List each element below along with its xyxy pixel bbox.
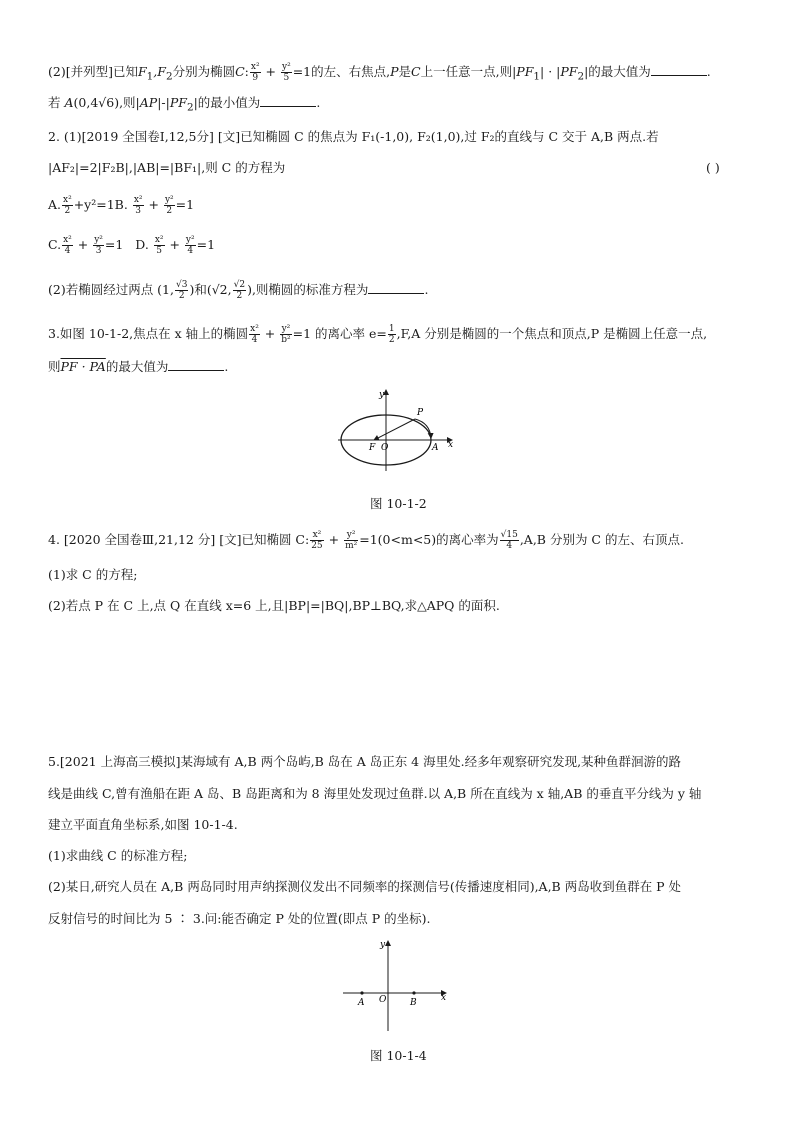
text: |的最小值为: [193, 95, 261, 110]
text: 则: [48, 359, 61, 374]
text: 分别为椭圆: [172, 64, 236, 79]
answer-blank[interactable]: [168, 358, 224, 371]
q5-part2-line1: (2)某日,研究人员在 A,B 两岛同时用声纳探测仪发出不同频率的探测信号(传播速度相同),A,B 两岛收到鱼群在 P 处: [48, 879, 682, 894]
label-a: A: [358, 998, 365, 1008]
text: (2)[并列型]已知: [48, 64, 138, 79]
text: |的最大值为: [584, 64, 651, 79]
denominator: 3: [135, 206, 142, 216]
q1-part2-line1: [48, 62, 711, 86]
fraction: [185, 235, 196, 256]
text: +: [261, 64, 280, 79]
numerator: y²: [344, 530, 358, 541]
numerator: x²: [154, 235, 164, 245]
denominator: 5: [156, 246, 163, 256]
label-b: B: [410, 998, 417, 1008]
text: :: [244, 64, 249, 79]
denominator: 9: [252, 73, 259, 83]
text: =1: [175, 197, 195, 212]
q2-part2: [48, 280, 428, 301]
fraction: [280, 324, 291, 345]
answer-paren[interactable]: ( ): [706, 160, 720, 175]
text: C: [235, 64, 245, 79]
q4-part2: (2)若点 P 在 C 上,点 Q 在直线 x=6 上,且|BP|=|BQ|,BP⊥BQ,求△APQ 的面积.: [48, 598, 500, 613]
denominator: 2: [236, 291, 243, 301]
label-p: P: [417, 408, 424, 418]
q4-line1: 4. [2020 全国卷Ⅲ,21,12 分] [文]已知椭圆 C: $\frac{\text{x²}}{25}$ + $\frac{\text{y²}}{\text{m²}}$ =1(0<m<5)的离心率为 $\frac{√15}{4}$ ,A,B 分别为 C 的左、右顶点.: [48, 530, 684, 551]
text: 上一任意一点,则|: [420, 64, 517, 79]
fraction: [154, 235, 165, 256]
numerator: x²: [250, 324, 259, 334]
option-d-label[interactable]: D.: [135, 237, 149, 252]
fraction: [164, 195, 175, 216]
text: 若: [48, 95, 65, 110]
numerator: √2: [233, 280, 246, 290]
q4-part1: (1)求 C 的方程;: [48, 567, 138, 582]
label-o: O: [379, 995, 387, 1005]
label-f: F: [369, 443, 376, 453]
denominator: 4: [506, 541, 513, 551]
q2-line2: |AF₂|=2|F₂B|,|AB|=|BF₁|,则 C 的方程为: [48, 160, 286, 175]
numerator: x²: [63, 195, 72, 205]
denominator: 5: [283, 73, 290, 83]
text: A: [64, 95, 74, 110]
text: 2: [186, 101, 194, 114]
q3-line2: [48, 358, 228, 376]
text: 1: [146, 70, 154, 83]
q5-line1: 5.[2021 上海高三模拟]某海域有 A,B 两个岛屿,B 岛在 A 岛正东 4 海里处.经多年观察研究发现,某种鱼群洄游的路: [48, 754, 682, 769]
q2-options-cd: C. $\frac{\text{x²}}{4}$ + $\frac{\text{y²}}{3}$ =1 D. $\frac{\text{x²}}{5}$ + $\frac{\text{y²}}{4}$ =1: [48, 235, 216, 256]
fraction: [281, 62, 292, 83]
numerator: x²: [63, 235, 72, 245]
text: (2)若椭圆经过两点 (1,: [48, 282, 174, 297]
answer-blank[interactable]: [368, 281, 424, 294]
denominator: 2: [178, 291, 185, 301]
text: ,F: [153, 64, 166, 79]
numerator: x²: [250, 62, 260, 72]
text: PF: [516, 64, 534, 79]
q5-part2-line2: 反射信号的时间比为 5 ∶ 3.问:能否确定 P 处的位置(即点 P 的坐标).: [48, 911, 431, 926]
text: .: [224, 359, 229, 374]
fraction: [388, 324, 396, 345]
denominator: 3: [95, 246, 102, 256]
denominator: 4: [251, 335, 258, 345]
numerator: y²: [281, 324, 291, 334]
q3-line1: 3.如图 10-1-2,焦点在 x 轴上的椭圆 $\frac{\text{x²}}{4}$ + $\frac{\text{y²}}{\text{b²}}$ =1 的离心率 e= $\frac{1}{2}$ ,F,A 分别是椭圆的一个焦点和顶点,P 是椭圆上任意一点,: [48, 324, 708, 345]
text: .: [316, 95, 321, 110]
denominator: 4: [64, 246, 71, 256]
text: 2: [577, 70, 585, 83]
figure-caption: 图 10-1-2: [370, 496, 427, 511]
text: =1(0<m<5)的离心率为: [359, 532, 499, 547]
text: ,F,A 分别是椭圆的一个焦点和顶点,P 是椭圆上任意一点,: [396, 326, 708, 341]
label-y: y: [380, 940, 386, 950]
q2-options-ab: A. $\frac{\text{x²}}{2}$ +y²=1B. $\frac{\text{x²}}{3}$ + $\frac{\text{y²}}{2}$ =1: [48, 195, 195, 216]
answer-blank[interactable]: [260, 94, 316, 107]
text: 的最大值为: [105, 359, 169, 374]
text: 4. [2020 全国卷Ⅲ,21,12 分] [文]已知椭圆 C:: [48, 532, 310, 547]
fraction: [133, 195, 144, 216]
text: ,A,B 分别为 C 的左、右顶点.: [519, 532, 684, 547]
fraction: [310, 530, 323, 551]
fraction: [250, 62, 261, 83]
figure-10-1-2: [330, 385, 470, 475]
text: AP: [139, 95, 158, 110]
denominator: b²: [281, 335, 291, 345]
denominator: m²: [345, 541, 358, 551]
denominator: 2: [388, 335, 395, 345]
label-y: y: [379, 390, 385, 400]
fraction: [344, 530, 358, 551]
text: .: [706, 64, 711, 79]
text: =1: [104, 237, 124, 252]
text: )和(√2,: [189, 282, 232, 297]
text: 2: [165, 70, 173, 83]
text: |-|: [157, 95, 170, 110]
numerator: y²: [164, 195, 174, 205]
fraction: [249, 324, 260, 345]
text: P: [390, 64, 399, 79]
numerator: 1: [388, 324, 395, 334]
text: =1的左、右焦点,: [292, 64, 391, 79]
q5-line2: 线是曲线 C,曾有渔船在距 A 岛、B 岛距离和为 8 海里处发现过鱼群.以 A,B 所在直线为 x 轴,AB 的垂直平分线为 y 轴: [48, 786, 702, 801]
point-a: [360, 991, 363, 994]
text: 是: [398, 64, 412, 79]
fraction: [93, 235, 104, 256]
option-a-label[interactable]: A.: [48, 197, 62, 212]
numerator: y²: [94, 235, 103, 245]
q2-line1: 2. (1)[2019 全国卷Ⅰ,12,5分] [文]已知椭圆 C 的焦点为 F₁(-1,0), F₂(1,0),过 F₂的直线与 C 交于 A,B 两点.若: [48, 129, 659, 144]
answer-blank[interactable]: [651, 63, 707, 76]
vector-expression: PF · PA: [60, 359, 106, 374]
segment-pf: [374, 419, 415, 440]
denominator: 4: [187, 246, 194, 256]
figure-10-1-4: [338, 936, 458, 1036]
numerator: √3: [175, 280, 188, 290]
text: PF: [560, 64, 578, 79]
label-x: x: [448, 440, 454, 450]
q5-line3: 建立平面直角坐标系,如图 10-1-4.: [48, 817, 238, 832]
q5-part1: (1)求曲线 C 的标准方程;: [48, 848, 188, 863]
text: ),则椭圆的标准方程为: [247, 282, 369, 297]
text: =1 的离心率 e=: [292, 326, 387, 341]
label-x: x: [441, 993, 447, 1003]
text: .: [424, 282, 429, 297]
option-b-label[interactable]: +y²=1B.: [73, 197, 128, 212]
q1-part2-line2: [48, 94, 320, 117]
text: PF: [169, 95, 187, 110]
text: | · |: [540, 64, 561, 79]
text: C: [411, 64, 421, 79]
denominator: 2: [64, 206, 71, 216]
numerator: x²: [133, 195, 143, 205]
text: F: [137, 64, 147, 79]
text: =1: [196, 237, 216, 252]
fraction: [62, 235, 73, 256]
numerator: x²: [310, 530, 323, 541]
numerator: y²: [281, 62, 291, 72]
numerator: √15: [500, 530, 518, 540]
fraction: [233, 280, 246, 301]
numerator: y²: [185, 235, 195, 245]
text: 1: [533, 70, 541, 83]
fraction: [500, 530, 519, 551]
label-o: O: [381, 443, 389, 453]
text: (0,4√6),则|: [73, 95, 140, 110]
denominator: 25: [311, 541, 323, 551]
text: 3.如图 10-1-2,焦点在 x 轴上的椭圆: [48, 326, 249, 341]
figure-caption: 图 10-1-4: [370, 1048, 427, 1063]
option-c-label[interactable]: C.: [48, 237, 62, 252]
fraction: [62, 195, 73, 216]
fraction: [175, 280, 188, 301]
point-b: [412, 991, 415, 994]
label-a: A: [432, 443, 439, 453]
denominator: 2: [166, 206, 173, 216]
